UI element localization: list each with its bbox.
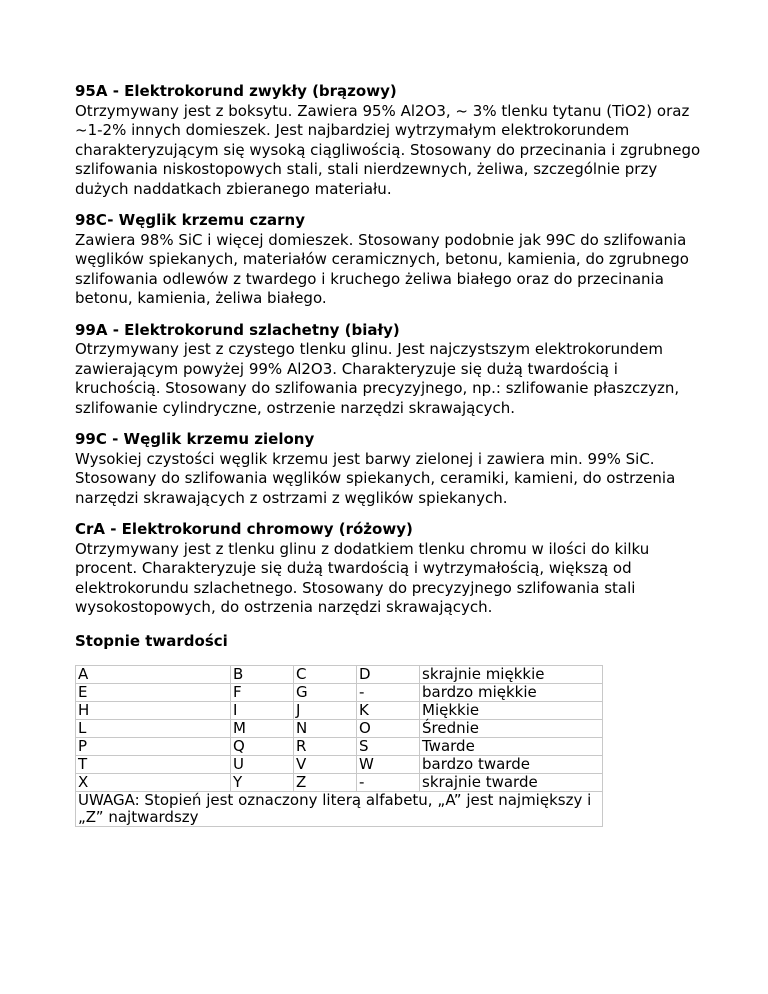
section-98c — [75, 211, 705, 309]
section-body: Otrzymywany jest z tlenku glinu z dodatkiem tlenku chromu w ilości do kilku procent. Charakteryzuje się dużą twardością i wytrzymałością, większą od elektrokorundu szlachetnego. Stosowany do precyzyjnego szlifowania stali wysokostopowych, do ostrzenia narzędzi skrawających. — [75, 539, 650, 616]
section-body: Otrzymywany jest z czystego tlenku glinu. Jest najczystszym elektrokorundem zawierającym powyżej 99% Al2O3. Charakteryzuje się dużą twardością i kruchością. Stosowany do szlifowania precyzyjnego, np.: szlifowanie płaszczyzn, szlifowanie cylindryczne, ostrzenie narzędzi skrawających. — [75, 340, 680, 417]
section-95a — [75, 82, 705, 199]
table-row — [76, 666, 603, 684]
table-cell: P — [76, 738, 231, 756]
table-cell: T — [76, 756, 231, 774]
hardness-table — [75, 665, 603, 827]
section-title: 98C- Węglik krzemu czarny — [75, 211, 306, 229]
table-row — [76, 684, 603, 702]
table-row — [76, 720, 603, 738]
table-cell: G — [294, 684, 357, 702]
table-cell: Miękkie — [420, 702, 603, 720]
table-row — [76, 756, 603, 774]
table-cell: - — [357, 684, 420, 702]
table-cell: A — [76, 666, 231, 684]
section-99a — [75, 321, 705, 419]
section-body: Zawiera 98% SiC i więcej domieszek. Stosowany podobnie jak 99C do szlifowania węglików spiekanych, materiałów ceramicznych, betonu, kamienia, do zgrubnego szlifowania odlewów z twardego i kruchego żeliwa białego oraz do przecinania betonu, kamienia, żeliwa białego. — [75, 230, 689, 307]
table-cell: Q — [231, 738, 294, 756]
table-cell: K — [357, 702, 420, 720]
table-cell: S — [357, 738, 420, 756]
section-body: Otrzymywany jest z boksytu. Zawiera 95% Al2O3, ~ 3% tlenku tytanu (TiO2) oraz ~1-2% innych domieszek. Jest najbardziej wytrzymałym elektrokorundem charakteryzującym się wysoką ciągliwością. Stosowany do przecinania i zgrubnego szlifowania niskostopowych stali, stali nierdzewnych, żeliwa, szczególnie przy dużych naddatkach zbieranego materiału. — [75, 101, 701, 198]
table-cell: W — [357, 756, 420, 774]
table-cell: Z — [294, 774, 357, 792]
table-row — [76, 738, 603, 756]
table-cell: B — [231, 666, 294, 684]
table-cell: U — [231, 756, 294, 774]
table-row — [76, 774, 603, 792]
table-cell: N — [294, 720, 357, 738]
table-row — [76, 702, 603, 720]
section-title: 99A - Elektrokorund szlachetny (biały) — [75, 320, 400, 339]
section-title: 99C - Węglik krzemu zielony — [75, 430, 315, 448]
table-cell: D — [357, 666, 420, 684]
table-cell: J — [294, 702, 357, 720]
table-cell: Twarde — [420, 738, 603, 756]
table-cell: V — [294, 756, 357, 774]
document-page — [75, 82, 705, 827]
section-title: 95A - Elektrokorund zwykły (brązowy) — [75, 82, 397, 100]
hardness-note: UWAGA: Stopień jest oznaczony literą alfabetu, „A” jest najmiększy i „Z” najtwardszy — [76, 792, 603, 827]
table-cell: Średnie — [420, 720, 603, 738]
table-cell: - — [357, 774, 420, 792]
section-title: CrA - Elektrokorund chromowy (różowy) — [75, 520, 413, 538]
section-cra — [75, 520, 705, 618]
table-cell: R — [294, 738, 357, 756]
table-cell: M — [231, 720, 294, 738]
table-row — [76, 792, 603, 827]
table-cell: Y — [231, 774, 294, 792]
table-cell: skrajnie twarde — [420, 774, 603, 792]
table-cell: I — [231, 702, 294, 720]
section-body: Wysokiej czystości węglik krzemu jest barwy zielonej i zawiera min. 99% SiC. Stosowany do szlifowania węglików spiekanych, ceramiki, kamieni, do ostrzenia narzędzi skrawających z ostrzami z węglików spiekanych. — [75, 449, 676, 507]
hardness-heading: Stopnie twardości — [75, 631, 228, 650]
table-cell: bardzo miękkie — [420, 684, 603, 702]
table-cell: O — [357, 720, 420, 738]
table-cell: L — [76, 720, 231, 738]
table-cell: E — [76, 684, 231, 702]
table-cell: X — [76, 774, 231, 792]
table-cell: F — [231, 684, 294, 702]
section-99c — [75, 430, 705, 508]
table-cell: bardzo twarde — [420, 756, 603, 774]
table-cell: skrajnie miękkie — [420, 666, 603, 684]
table-cell: H — [76, 702, 231, 720]
table-cell: C — [294, 666, 357, 684]
